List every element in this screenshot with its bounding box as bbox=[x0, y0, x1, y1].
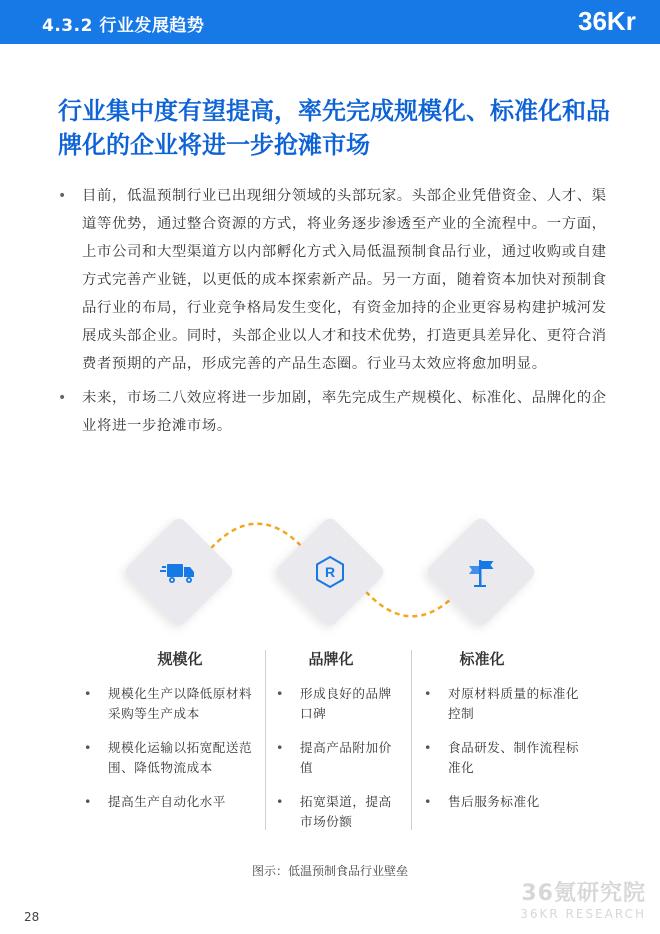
list-item-text: 形成良好的品牌口碑 bbox=[300, 686, 392, 721]
bullet-item bbox=[58, 384, 612, 440]
brand-logo bbox=[570, 0, 650, 44]
truck-icon bbox=[159, 552, 199, 592]
list-item: • 提高产品附加价值 bbox=[276, 740, 392, 775]
column-title-scale: 规模化 bbox=[157, 650, 203, 668]
column-title-brand: 品牌化 bbox=[308, 650, 354, 668]
list-item: • 拓宽渠道，提高市场份额 bbox=[276, 794, 392, 829]
list-item: • 规模化生产以降低原材料采购等生产成本 bbox=[84, 686, 253, 721]
registered-trademark-icon bbox=[310, 552, 350, 592]
bullet-text: 未来，市场二八效应将进一步加剧，率先完成生产规模化、标准化、品牌化的企业将进一步抢滩市场。 bbox=[82, 390, 607, 434]
bullet-item bbox=[58, 182, 612, 378]
headline: 行业集中度有望提高，率先完成规模化、标准化和品牌化的企业将进一步抢滩市场 bbox=[58, 97, 610, 159]
svg-text:R: R bbox=[324, 564, 336, 580]
list-item-text: 规模化运输以拓宽配送范围、降低物流成本 bbox=[108, 740, 253, 775]
column-list-standard bbox=[420, 684, 590, 826]
bullet-text: 目前，低温预制行业已出现细分领域的头部玩家。头部企业凭借资金、人才、渠道等优势，通过整合资源的方式，将业务逐步渗透至产业的全流程中。一方面，上市公司和大型渠道方以内部孵化方式入局低温预制食品行业，通过收购或自建方式完善产业链，以更低的成本探索新产品。另一方面，随着资本加快对预制食品行业的布局，行业竞争格局发生变化，有资金加持的企业更容易构建护城河发展成头部企业。同时，头部企业以人才和技术优势，打造更具差异化、更符合消费者预期的产品，形成完善的产品生态圈。行业马太效应将愈加明显。 bbox=[82, 188, 607, 372]
list-item-text: 规模化生产以降低原材料采购等生产成本 bbox=[108, 686, 253, 721]
list-item: • 食品研发、制作流程标准化 bbox=[424, 740, 579, 775]
header-bar bbox=[0, 0, 660, 44]
bullet-dot: • bbox=[58, 188, 67, 204]
bullet-dot: • bbox=[58, 390, 67, 406]
watermark bbox=[520, 876, 646, 921]
list-item: • 形成良好的品牌口碑 bbox=[276, 686, 392, 721]
watermark-subtitle: 36KR RESEARCH bbox=[520, 907, 646, 921]
column-divider bbox=[265, 650, 266, 830]
barriers-diagram bbox=[0, 510, 660, 850]
list-item: • 规模化运输以拓宽配送范围、降低物流成本 bbox=[84, 740, 253, 775]
list-item-text: 拓宽渠道，提高市场份额 bbox=[300, 794, 392, 829]
figure-caption: 图示：低温预制食品行业壁垒 bbox=[251, 864, 408, 878]
flag-icon bbox=[461, 552, 501, 592]
list-item-text: 提高生产自动化水平 bbox=[108, 794, 226, 809]
page-number: 28 bbox=[24, 910, 40, 924]
watermark-title: 36氪研究院 bbox=[521, 881, 646, 906]
section-title: 4.3.2 行业发展趋势 bbox=[42, 16, 205, 36]
list-item-text: 对原材料质量的标准化控制 bbox=[448, 686, 579, 721]
column-list-brand bbox=[272, 684, 402, 846]
list-item: • 对原材料质量的标准化控制 bbox=[424, 686, 579, 721]
list-item-text: 售后服务标准化 bbox=[448, 794, 540, 809]
list-item: • 提高生产自动化水平 bbox=[84, 794, 226, 809]
bullet-list bbox=[58, 182, 612, 446]
list-item-text: 食品研发、制作流程标准化 bbox=[448, 740, 579, 775]
column-divider bbox=[411, 650, 412, 830]
list-item-text: 提高产品附加价值 bbox=[300, 740, 392, 775]
list-item: • 售后服务标准化 bbox=[424, 794, 540, 809]
column-list-scale bbox=[80, 684, 260, 826]
column-title-standard: 标准化 bbox=[459, 650, 505, 668]
brand-logo-text: 36Kr bbox=[578, 6, 636, 36]
